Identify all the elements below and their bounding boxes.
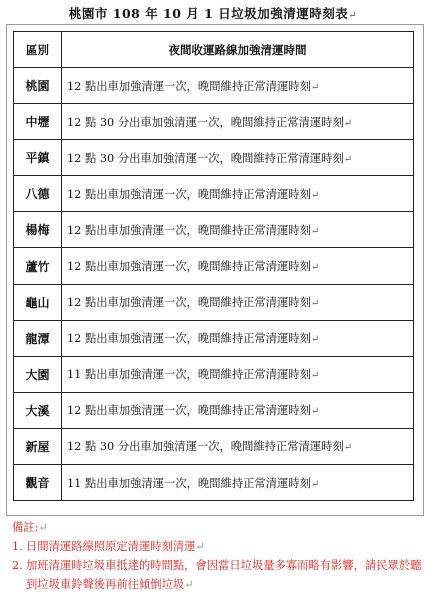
schedule-cell: 12 點出車加強清運一次，晚間維持正常清運時刻↵ <box>62 284 414 320</box>
page-title: 桃園市 108 年 10 月 1 日垃圾加強清運時刻表↵ <box>68 6 358 21</box>
schedule-cell: 12 點 30 分出車加強清運一次，晚間維持正常清運時刻↵ <box>62 428 414 464</box>
header-time: 夜間收運路線加強清運時間 <box>62 32 414 68</box>
table-row <box>14 392 414 428</box>
note-text: 加班清運時垃圾車抵達的時間點，會因當日垃圾量多寡而略有影響，請民眾於聽到垃圾車鈴聲後再前往傾倒垃圾↵ <box>26 559 422 591</box>
schedule-cell: 12 點出車加強清運一次，晚間維持正常清運時刻↵ <box>62 320 414 356</box>
area-cell: 龜山 <box>14 284 62 320</box>
table-row <box>14 428 414 464</box>
table-row <box>14 140 414 176</box>
area-cell: 楊梅 <box>14 212 62 248</box>
table-row <box>14 176 414 212</box>
table-row <box>14 104 414 140</box>
table-row <box>14 465 414 501</box>
notes-section <box>12 518 422 594</box>
table-row <box>14 356 414 392</box>
table-row <box>14 320 414 356</box>
note-number: 2. <box>12 559 23 572</box>
area-cell: 中壢 <box>14 104 62 140</box>
schedule-cell: 12 點 30 分出車加強清運一次，晚間維持正常清運時刻↵ <box>62 140 414 176</box>
schedule-cell: 12 點出車加強清運一次，晚間維持正常清運時刻↵ <box>62 392 414 428</box>
area-cell: 觀音 <box>14 465 62 501</box>
table-header-row <box>14 32 414 68</box>
note-item <box>12 556 422 594</box>
schedule-rows <box>14 68 414 501</box>
area-cell: 八德 <box>14 176 62 212</box>
note-item <box>12 537 422 556</box>
area-cell: 大園 <box>14 356 62 392</box>
area-cell: 桃園 <box>14 68 62 104</box>
area-cell: 新屋 <box>14 428 62 464</box>
schedule-cell: 11 點出車加強清運一次，晚間維持正常清運時刻↵ <box>62 465 414 501</box>
header-area: 區別 <box>14 32 62 68</box>
notes-heading: 備註:↵ <box>12 521 48 534</box>
schedule-table <box>13 31 414 501</box>
schedule-cell: 12 點出車加強清運一次，晚間維持正常清運時刻↵ <box>62 176 414 212</box>
area-cell: 大溪 <box>14 392 62 428</box>
table-row <box>14 248 414 284</box>
schedule-cell: 12 點 30 分出車加強清運一次，晚間維持正常清運時刻↵ <box>62 104 414 140</box>
schedule-cell: 12 點出車加強清運一次，晚間維持正常清運時刻↵ <box>62 248 414 284</box>
note-number: 1. <box>12 540 23 553</box>
schedule-cell: 11 點出車加強清運一次，晚間維持正常清運時刻↵ <box>62 356 414 392</box>
schedule-cell: 12 點出車加強清運一次，晚間維持正常清運時刻↵ <box>62 68 414 104</box>
schedule-cell: 12 點出車加強清運一次，晚間維持正常清運時刻↵ <box>62 212 414 248</box>
area-cell: 龍潭 <box>14 320 62 356</box>
table-row <box>14 68 414 104</box>
table-row <box>14 212 414 248</box>
note-text: 日間清運路線照原定清運時刻清運↵ <box>26 540 205 553</box>
area-cell: 蘆竹 <box>14 248 62 284</box>
table-row <box>14 284 414 320</box>
area-cell: 平鎮 <box>14 140 62 176</box>
